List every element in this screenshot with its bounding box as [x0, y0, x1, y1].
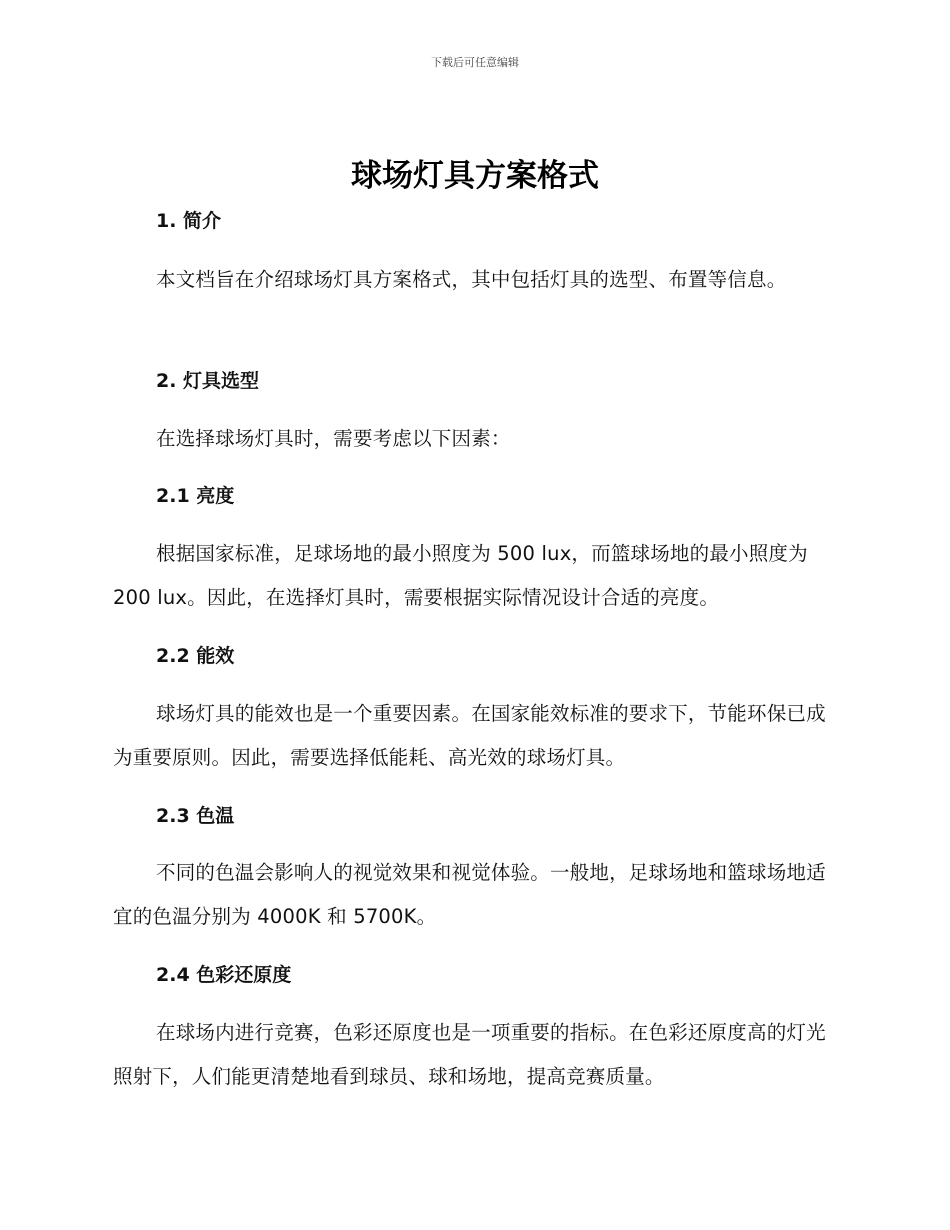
section-heading-color-temperature: 2.3 色温 — [156, 805, 235, 827]
section-paragraph-brightness: 根据国家标准，足球场地的最小照度为 500 lux，而篮球场地的最小照度为 200 lux。因此，在选择灯具时，需要根据实际情况设计合适的亮度。 — [113, 542, 808, 609]
section-heading-color-rendering: 2.4 色彩还原度 — [156, 964, 292, 986]
section-heading-efficiency: 2.2 能效 — [156, 645, 235, 667]
section-heading-brightness: 2.1 亮度 — [156, 485, 235, 507]
document-title: 球场灯具方案格式 — [351, 158, 599, 194]
header-note: 下载后可任意编辑 — [431, 56, 519, 69]
section-heading-intro: 1. 简介 — [156, 210, 222, 232]
section-paragraph-fixture-selection: 在选择球场灯具时，需要考虑以下因素： — [156, 427, 511, 450]
section-paragraph-color-rendering: 在球场内进行竞赛，色彩还原度也是一项重要的指标。在色彩还原度高的灯光照射下，人们能更清楚地看到球员、球和场地，提高竞赛质量。 — [113, 1021, 826, 1088]
section-paragraph-intro: 本文档旨在介绍球场灯具方案格式，其中包括灯具的选型、布置等信息。 — [156, 268, 787, 291]
section-paragraph-efficiency: 球场灯具的能效也是一个重要因素。在国家能效标准的要求下，节能环保已成为重要原则。因此，需要选择低能耗、高光效的球场灯具。 — [113, 702, 826, 769]
section-heading-fixture-selection: 2. 灯具选型 — [156, 370, 260, 392]
section-paragraph-color-temperature: 不同的色温会影响人的视觉效果和视觉体验。一般地，足球场地和篮球场地适宜的色温分别为 4000K 和 5700K。 — [113, 861, 826, 928]
